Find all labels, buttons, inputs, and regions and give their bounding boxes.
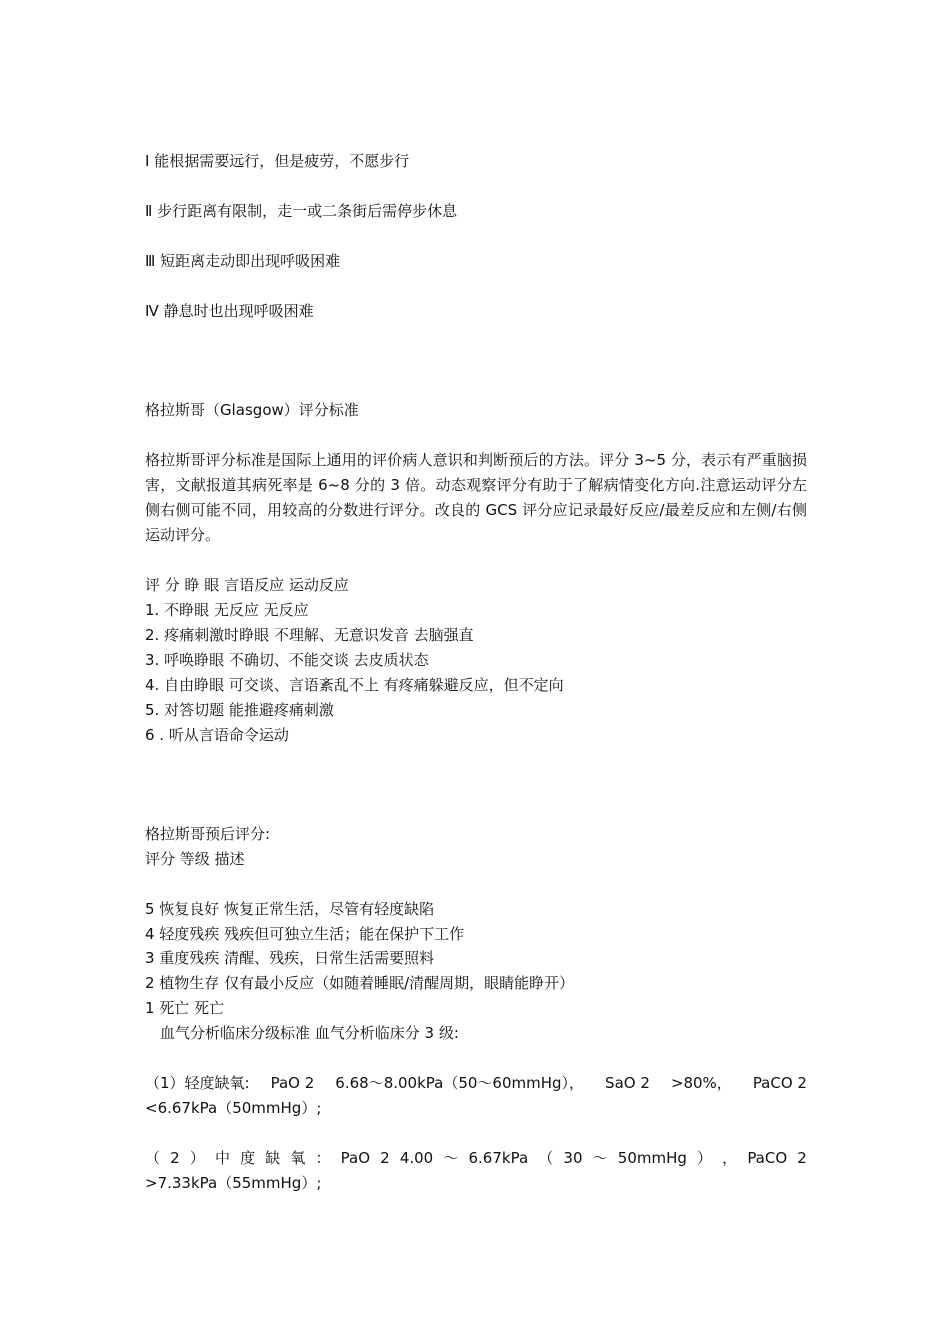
prognosis-row-1: 1 死亡 死亡 [145, 999, 225, 1017]
glasgow-row-3: 3. 呼唤睁眼 不确切、不能交谈 去皮质状态 [145, 651, 429, 669]
mild-segment: >80%， [670, 1074, 732, 1092]
moderate-segment: （ [538, 1149, 554, 1167]
activity-grade-4: Ⅳ 静息时也出现呼吸困难 [145, 302, 314, 320]
moderate-segment: 缺 [265, 1149, 281, 1167]
prognosis-row-4: 4 轻度残疾 残疾但可独立生活；能在保护下工作 [145, 925, 465, 943]
glasgow-intro: 格拉斯哥评分标准是国际上通用的评价病人意识和判断预后的方法。评分 3~5 分，表示有严重脑损害，文献报道其病死率是 6~8 分的 3 倍。动态观察评分有助于了解病情变化方向.注意运动评分左侧右侧可能不同，用较高的分数进行评分。改良的 GCS 评分应记录最好反应/最差反应和左侧/右侧运动评分。 [145, 451, 807, 544]
moderate-segment: ： [315, 1149, 331, 1167]
moderate-segment: 2 [380, 1149, 390, 1167]
mild-segment: 6.68～8.00kPa（50～60mmHg）， [335, 1074, 585, 1092]
activity-grade-2: Ⅱ 步行距离有限制，走一或二条街后需停步休息 [145, 202, 458, 220]
blood-gas-title: 血气分析临床分级标准 血气分析临床分 3 级: [160, 1024, 459, 1042]
prognosis-row-3: 3 重度残疾 清醒、残疾，日常生活需要照料 [145, 949, 435, 967]
moderate-segment: 2 [797, 1149, 807, 1167]
moderate-segment: ～ [443, 1149, 459, 1167]
moderate-segment: 4.00 [399, 1149, 434, 1167]
mild-segment: PaO 2 [270, 1074, 315, 1092]
glasgow-row-5: 5. 对答切题 能推避疼痛刺激 [145, 701, 334, 719]
blood-gas-mild-line-2: <6.67kPa（50mmHg）; [145, 1099, 322, 1117]
glasgow-row-2: 2. 疼痛刺激时睁眼 不理解、无意识发音 去脑强直 [145, 626, 474, 644]
moderate-segment: PaO [340, 1149, 371, 1167]
moderate-segment: 50mmHg [617, 1149, 687, 1167]
moderate-segment: 氧 [290, 1149, 306, 1167]
glasgow-row-1: 1. 不睁眼 无反应 无反应 [145, 601, 309, 619]
blood-gas-mild-line-1 [145, 1071, 807, 1096]
glasgow-row-4: 4. 自由睁眼 可交谈、言语紊乱不上 有疼痛躲避反应，但不定向 [145, 676, 564, 694]
activity-grade-3: Ⅲ 短距离走动即出现呼吸困难 [145, 252, 341, 270]
mild-segment: PaCO 2 [752, 1074, 807, 1092]
moderate-segment: 6.67kPa [468, 1149, 529, 1167]
moderate-segment: （ [145, 1149, 161, 1167]
moderate-segment: 2 [170, 1149, 180, 1167]
activity-grade-1: Ⅰ 能根据需要远行，但是疲劳，不愿步行 [145, 152, 410, 170]
moderate-segment: ） [697, 1149, 713, 1167]
moderate-segment: 30 [563, 1149, 583, 1167]
blood-gas-moderate-line-2: >7.33kPa（55mmHg）; [145, 1174, 322, 1192]
moderate-segment: ， [722, 1149, 738, 1167]
moderate-segment: ） [189, 1149, 205, 1167]
prognosis-header: 评分 等级 描述 [145, 850, 245, 868]
moderate-segment: 中 [214, 1149, 230, 1167]
prognosis-row-5: 5 恢复良好 恢复正常生活，尽管有轻度缺陷 [145, 900, 435, 918]
glasgow-row-6: 6 . 听从言语命令运动 [145, 726, 289, 744]
moderate-segment: ～ [592, 1149, 608, 1167]
prognosis-title: 格拉斯哥预后评分: [145, 825, 271, 843]
mild-segment: SaO 2 [605, 1074, 650, 1092]
glasgow-table-header: 评 分 睁 眼 言语反应 运动反应 [145, 576, 349, 594]
glasgow-title: 格拉斯哥（Glasgow）评分标准 [145, 401, 359, 419]
blood-gas-moderate-line-1 [145, 1146, 807, 1171]
moderate-segment: PaCO [747, 1149, 788, 1167]
prognosis-row-2: 2 植物生存 仅有最小反应（如随着睡眠/清醒周期，眼睛能睁开） [145, 974, 575, 992]
mild-segment: （1）轻度缺氧: [145, 1074, 250, 1092]
moderate-segment: 度 [240, 1149, 256, 1167]
